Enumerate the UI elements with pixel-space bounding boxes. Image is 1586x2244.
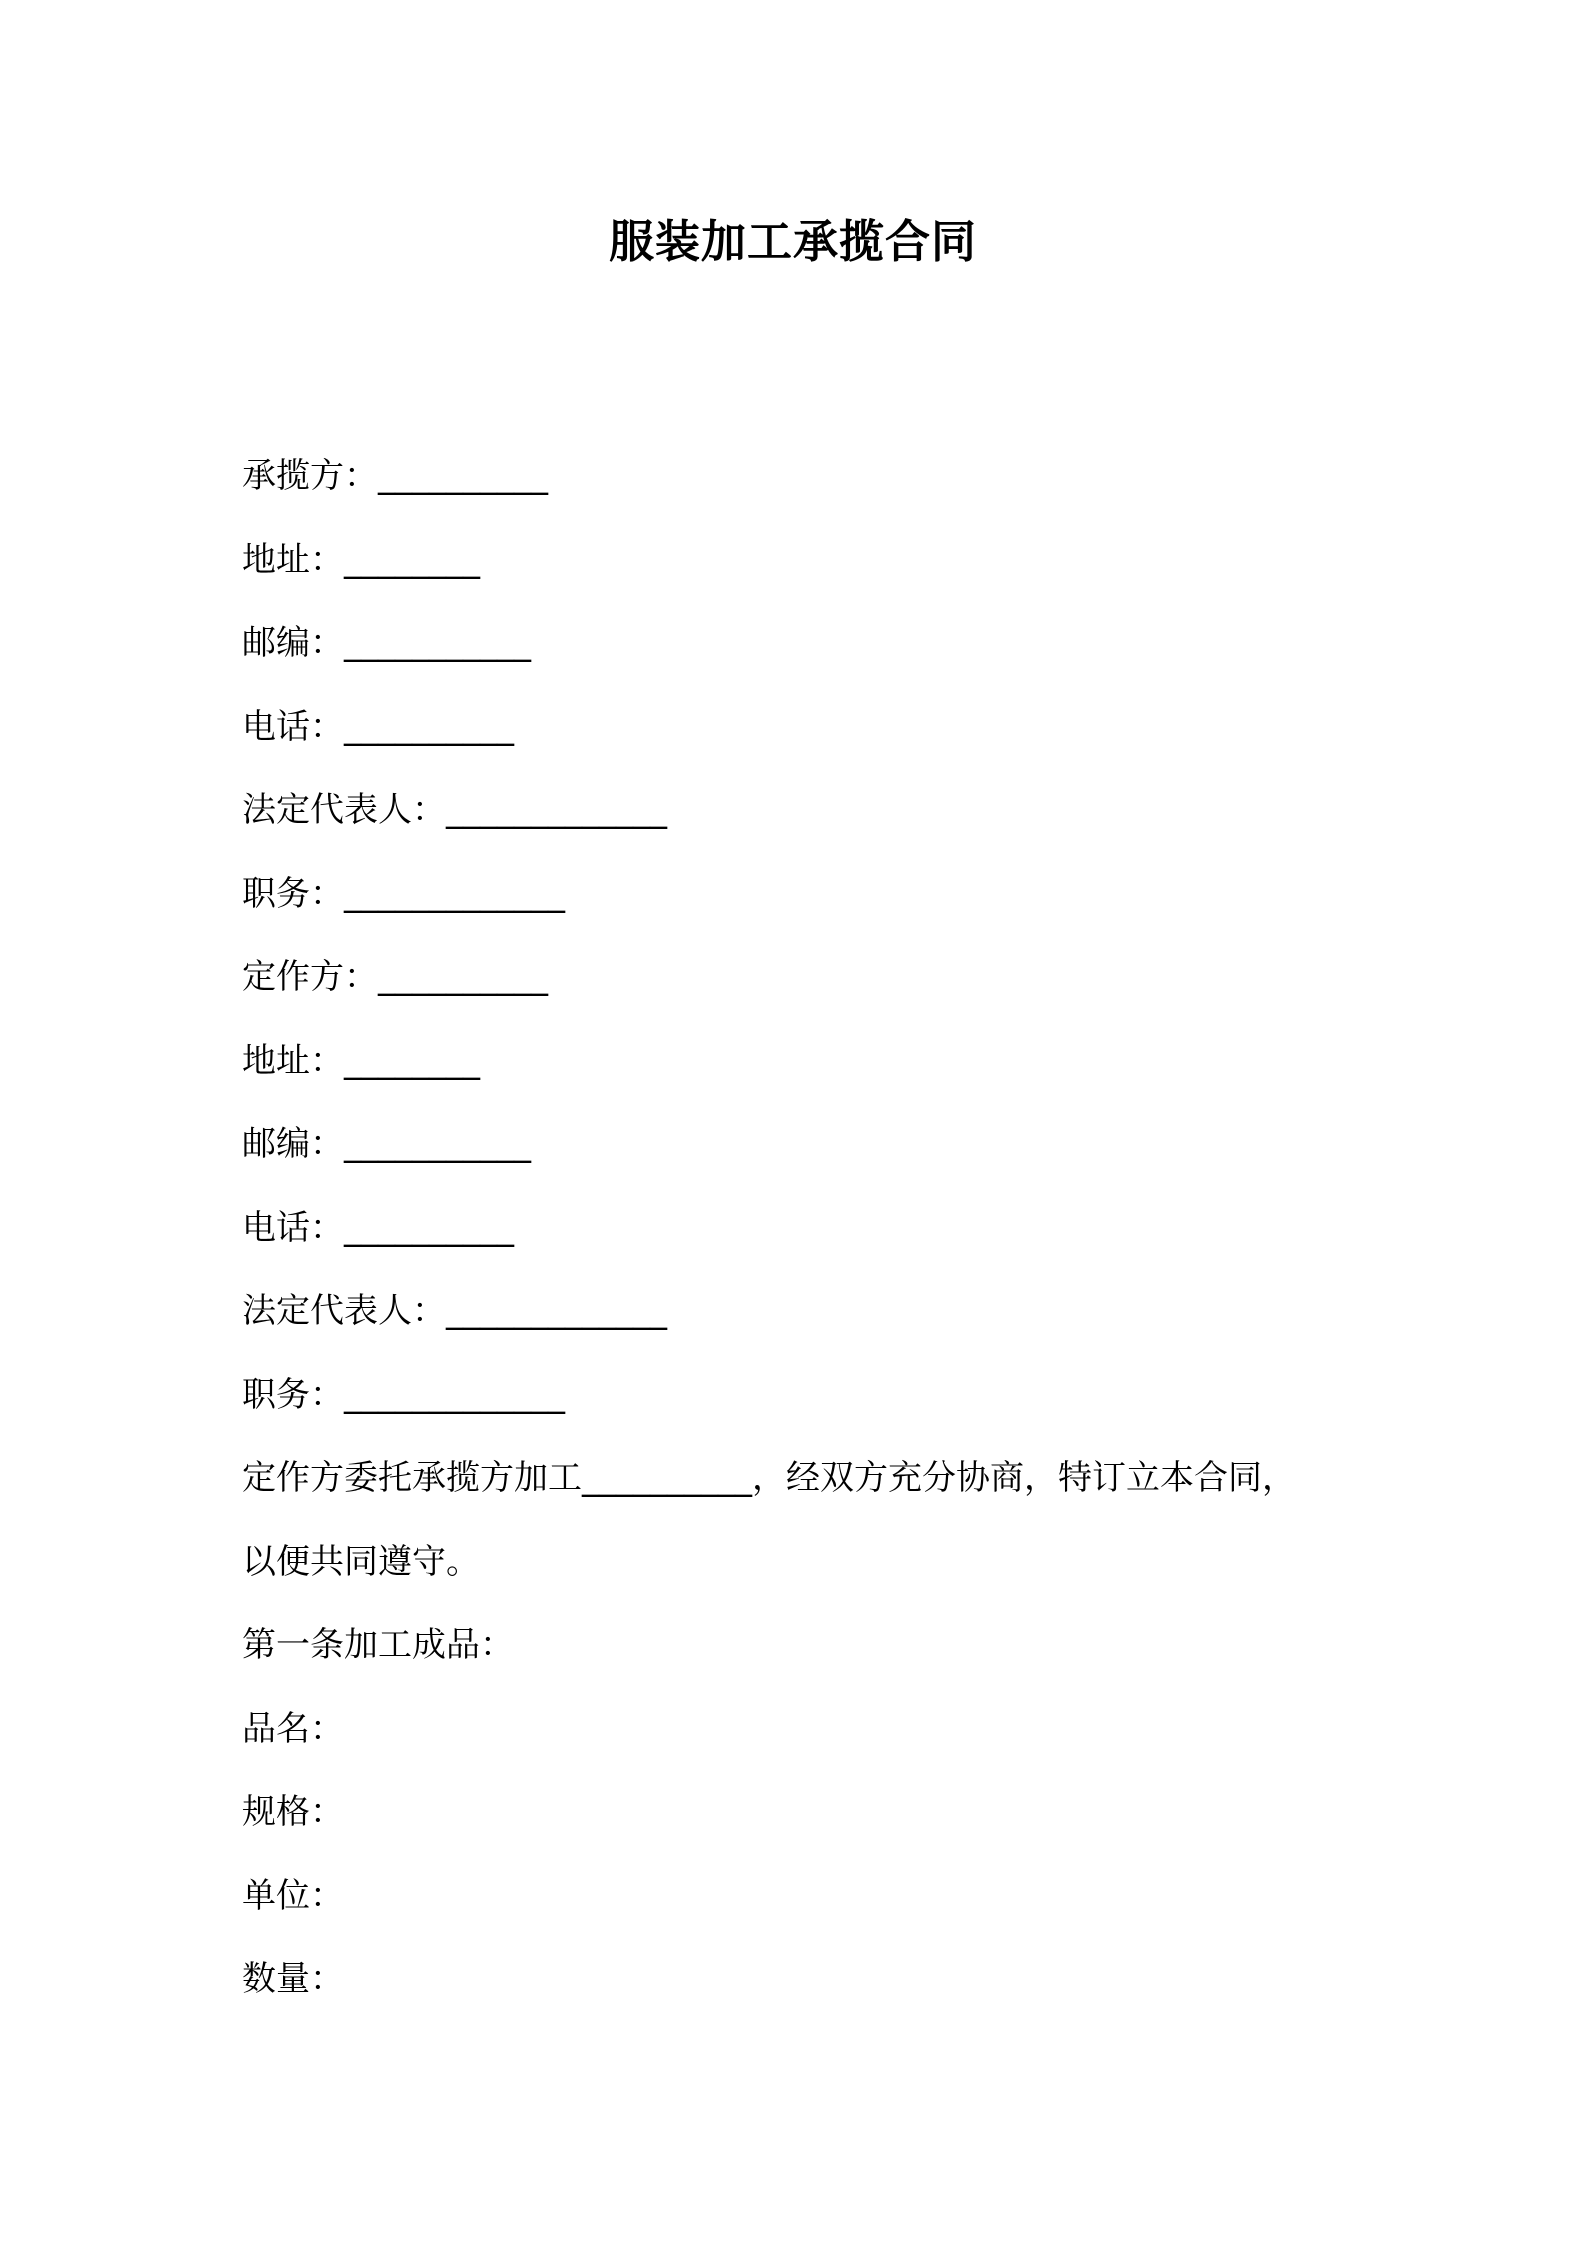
client-position-blank: _____________ xyxy=(344,1374,565,1415)
contractor-legal-rep-label: 法定代表人： xyxy=(242,790,446,830)
client-legal-rep-label: 法定代表人： xyxy=(242,1291,446,1331)
client-position-label: 职务： xyxy=(242,1374,344,1415)
contractor-legal-rep-line xyxy=(242,780,1362,864)
intro-product-blank: __________ xyxy=(582,1458,752,1498)
client-phone-blank: __________ xyxy=(344,1207,514,1248)
contractor-position-blank: _____________ xyxy=(344,873,565,914)
article-1-heading xyxy=(242,1615,1362,1699)
unit-line xyxy=(242,1866,1362,1950)
client-party-line xyxy=(242,947,1362,1031)
client-phone-line xyxy=(242,1198,1362,1282)
contractor-postcode-label: 邮编： xyxy=(242,623,344,663)
contractor-address-line xyxy=(242,530,1362,614)
contractor-position-line xyxy=(242,864,1362,948)
contractor-address-label: 地址： xyxy=(242,539,344,580)
client-legal-rep-line xyxy=(242,1281,1362,1365)
client-postcode-blank: ___________ xyxy=(344,1124,531,1164)
client-address-line xyxy=(242,1031,1362,1115)
spec-line xyxy=(242,1782,1362,1866)
contractor-address-blank: ________ xyxy=(344,539,480,580)
contractor-postcode-blank: ___________ xyxy=(344,623,531,663)
intro-text-before: 定作方委托承揽方加工 xyxy=(242,1458,582,1498)
intro-text-line2: 以便共同遵守。 xyxy=(242,1541,480,1582)
contractor-postcode-line xyxy=(242,613,1362,697)
client-party-label: 定作方： xyxy=(242,957,378,997)
client-postcode-line xyxy=(242,1114,1362,1198)
unit-label: 单位： xyxy=(242,1875,344,1916)
client-phone-label: 电话： xyxy=(242,1207,344,1248)
contractor-position-label: 职务： xyxy=(242,873,344,914)
document-body xyxy=(242,446,1362,2033)
contractor-phone-blank: __________ xyxy=(344,706,514,747)
intro-text-after: ，经双方充分协商，特订立本合同， xyxy=(752,1458,1296,1498)
client-legal-rep-blank: _____________ xyxy=(446,1291,667,1331)
client-party-blank: __________ xyxy=(378,957,548,997)
client-address-blank: ________ xyxy=(344,1040,480,1081)
contractor-party-label: 承揽方： xyxy=(242,456,378,496)
quantity-line xyxy=(242,1949,1362,2033)
client-address-label: 地址： xyxy=(242,1040,344,1081)
article-1-heading-text: 第一条加工成品： xyxy=(242,1625,514,1665)
product-name-line xyxy=(242,1699,1362,1783)
contractor-legal-rep-blank: _____________ xyxy=(446,790,667,830)
quantity-label: 数量： xyxy=(242,1959,344,1999)
document-title: 服装加工承揽合同 xyxy=(608,215,977,268)
contractor-phone-line xyxy=(242,697,1362,781)
contractor-party-line xyxy=(242,446,1362,530)
spec-label: 规格： xyxy=(242,1792,344,1832)
product-name-label: 品名： xyxy=(242,1708,344,1749)
client-position-line xyxy=(242,1365,1362,1449)
client-postcode-label: 邮编： xyxy=(242,1124,344,1164)
contractor-phone-label: 电话： xyxy=(242,706,344,747)
intro-line-1 xyxy=(242,1448,1362,1532)
contractor-party-blank: __________ xyxy=(378,456,548,496)
intro-line-2 xyxy=(242,1532,1362,1616)
